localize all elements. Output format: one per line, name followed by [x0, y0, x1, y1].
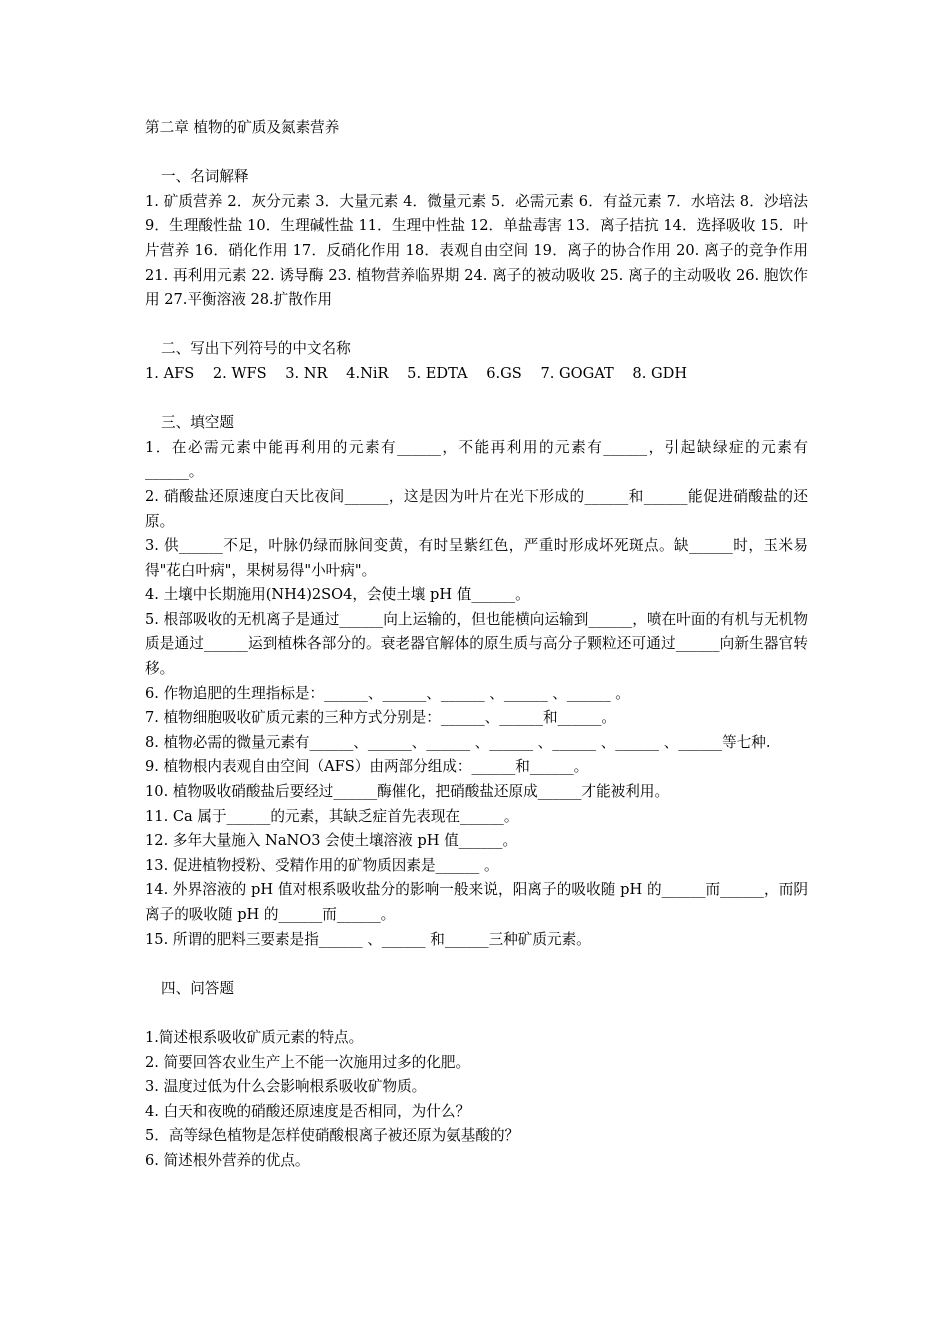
fill-blank-item: 9. 植物根内表观自由空间（AFS）由两部分组成：______和______。	[145, 758, 589, 776]
fill-blank-item: 12. 多年大量施入 NaNO3 会使土壤溶液 pH 值______。	[145, 832, 518, 850]
fill-blank-item: 8. 植物必需的微量元素有______、______、______ 、______ 、______ 、______ 、______等七种.	[145, 733, 771, 751]
fill-blank-item: 4. 土壤中长期施用(NH4)2SO4，会使土壤 pH 值______。	[145, 586, 530, 604]
symbol-item: 2. WFS	[212, 364, 267, 382]
question-item: 1.简述根系吸收矿质元素的特点。	[145, 1028, 364, 1046]
question-item: 6. 简述根外营养的优点。	[145, 1151, 310, 1169]
symbol-item: 7. GOGAT	[540, 364, 614, 382]
fill-blank-item: 15. 所谓的肥料三要素是指______ 、______ 和______三种矿质元素。	[145, 930, 591, 948]
fill-blank-item: 1．在必需元素中能再利用的元素有______，不能再利用的元素有______，引起缺绿症的元素有______。	[145, 438, 808, 481]
spacer	[145, 952, 808, 977]
chapter-title: 第二章 植物的矿质及氮素营养	[145, 119, 340, 136]
fill-blank-item: 3. 供______不足，叶脉仍绿而脉间变黄，有时呈紫红色，严重时形成坏死斑点。缺______时，玉米易得"花白叶病"，果树易得"小叶病"。	[145, 537, 808, 579]
question-item: 3. 温度过低为什么会影响根系吸收矿物质。	[145, 1078, 427, 1096]
section-2-heading: 二、写出下列符号的中文名称	[161, 340, 351, 358]
fill-blank-item: 2. 硝酸盐还原速度白天比夜间______，这是因为叶片在光下形成的______和______能促进硝酸盐的还原。	[145, 487, 808, 530]
spacer	[145, 387, 808, 412]
question-item: 5．高等绿色植物是怎样使硝酸根离子被还原为氨基酸的？	[145, 1127, 520, 1145]
fill-blank-item: 13. 促进植物授粉、受精作用的矿物质因素是______ 。	[145, 856, 499, 874]
symbol-item: 8. GDH	[632, 364, 688, 382]
fill-blank-item: 10. 植物吸收硝酸盐后要经过______酶催化，把硝酸盐还原成______才能被利用。	[145, 783, 670, 801]
fill-blank-item: 6. 作物追肥的生理指标是：______、______、______ 、______ 、______ 。	[145, 684, 630, 702]
section-4-heading: 四、问答题	[161, 979, 234, 997]
section-1-heading: 一、名词解释	[161, 168, 249, 186]
symbol-item: 3. NR	[285, 364, 328, 382]
fill-blank-item: 5. 根部吸收的无机离子是通过______向上运输的，但也能横向运输到______，喷在叶面的有机与无机物质是通过______运到植株各部分的。衰老器官解体的原生质与高分子颗粒还可通过______向新生器官转移。	[145, 610, 808, 678]
spacer	[145, 141, 808, 166]
symbol-item: 5. EDTA	[407, 364, 468, 382]
question-item: 4. 白天和夜晚的硝酸还原速度是否相同，为什么？	[145, 1102, 471, 1120]
fill-blank-item: 14. 外界溶液的 pH 值对根系吸收盐分的影响一般来说，阳离子的吸收随 pH 的______而______，而阴离子的吸收随 pH 的______而______。	[145, 881, 808, 923]
document-page	[145, 116, 808, 1174]
section-3-heading: 三、填空题	[161, 414, 234, 432]
symbol-item: 6.GS	[486, 364, 522, 382]
symbol-item: 1. AFS	[145, 364, 195, 382]
symbol-list	[145, 362, 808, 387]
spacer	[145, 313, 808, 338]
symbol-item: 4.NiR	[346, 364, 389, 382]
spacer	[145, 1001, 808, 1026]
fill-blank-item: 7. 植物细胞吸收矿质元素的三种方式分别是：______、______和______。	[145, 709, 616, 727]
fill-blank-item: 11. Ca 属于______的元素，其缺乏症首先表现在______。	[145, 807, 519, 825]
question-item: 2. 简要回答农业生产上不能一次施用过多的化肥。	[145, 1053, 471, 1071]
section-1-terms: 1. 矿质营养 2．灰分元素 3．大量元素 4．微量元素 5．必需元素 6．有益元素 7．水培法 8．沙培法 9．生理酸性盐 10．生理碱性盐 11．生理中性盐 12．单盐毒害 13．离子拮抗 14．选择吸收 15．叶片营养 16．硝化作用 17．反硝化作用 18．表观自由空间 19．离子的协合作用 20. 离子的竞争作用 21. 再利用元素 22. 诱导酶 23. 植物营养临界期 24. 离子的被动吸收 25. 离子的主动吸收 26. 胞饮作用 27.平衡溶液 28.扩散作用	[145, 192, 808, 309]
